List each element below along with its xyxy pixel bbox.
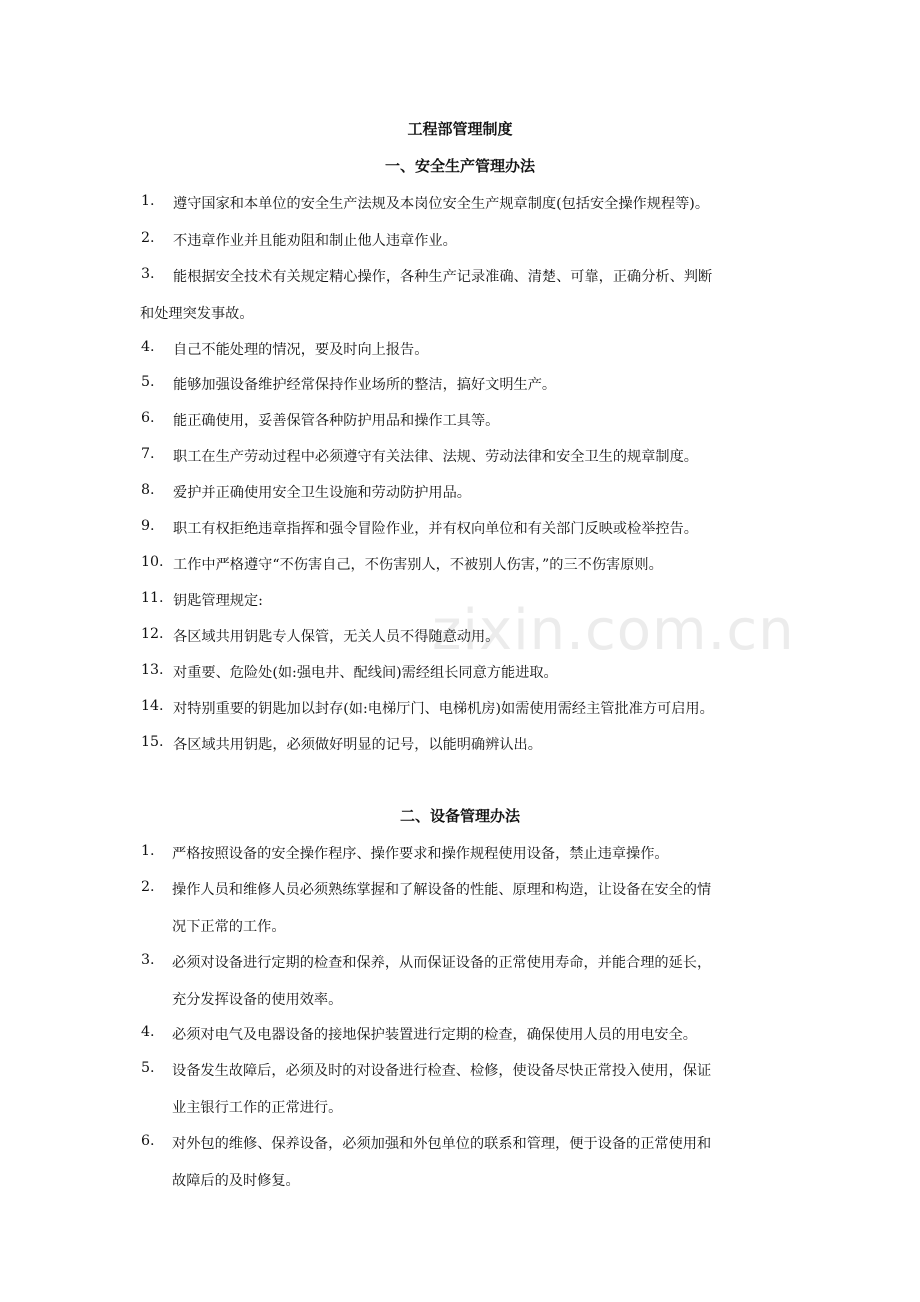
section-heading: 二、设备管理办法	[399, 807, 520, 825]
item-number: 7.	[141, 446, 155, 462]
item-number: 9.	[141, 518, 155, 534]
item-number: 4.	[141, 339, 155, 355]
item-text: 遵守国家和本单位的安全生产法规及本岗位安全生产规章制度(包括安全操作规程等)。	[173, 196, 710, 212]
section-heading: 一、安全生产管理办法	[384, 157, 535, 175]
item-number: 3.	[141, 952, 155, 968]
item-text: 能根据安全技术有关规定精心操作，各种生产记录准确、清楚、可靠，正确分析、判断	[173, 269, 713, 285]
item-number: 15.	[141, 734, 164, 750]
item-text: 工作中严格遵守“不伤害自己，不伤害别人，不被别人伤害，”的三不伤害原则。	[173, 557, 663, 573]
item-text-continued: 况下正常的工作。	[172, 919, 286, 935]
item-text-continued: 充分发挥设备的使用效率。	[172, 992, 343, 1008]
item-text: 能够加强设备维护经常保持作业场所的整洁，搞好文明生产。	[173, 377, 557, 393]
item-number: 4.	[141, 1024, 155, 1040]
item-text: 操作人员和维修人员必须熟练掌握和了解设备的性能、原理和构造，让设备在安全的情	[172, 882, 712, 898]
item-text: 严格按照设备的安全操作程序、操作要求和操作规程使用设备，禁止违章操作。	[172, 846, 669, 862]
item-number: 6.	[141, 1133, 155, 1149]
item-number: 10.	[141, 554, 164, 570]
item-number: 1.	[141, 843, 155, 859]
item-number: 2.	[141, 230, 155, 246]
item-number: 3.	[141, 266, 155, 282]
item-text: 钥匙管理规定:	[173, 593, 263, 609]
item-number: 5.	[141, 1060, 155, 1076]
item-text-continued: 业主银行工作的正常进行。	[172, 1100, 343, 1116]
item-text: 必须对设备进行定期的检查和保养，从而保证设备的正常使用寿命，并能合理的延长，	[172, 955, 712, 971]
item-number: 1.	[141, 193, 155, 209]
item-text: 能正确使用，妥善保管各种防护用品和操作工具等。	[173, 413, 500, 429]
item-text: 职工在生产劳动过程中必须遵守有关法律、法规、劳动法律和安全卫生的规章制度。	[173, 449, 698, 465]
item-text: 爱护并正确使用安全卫生设施和劳动防护用品。	[173, 485, 471, 501]
item-number: 5.	[141, 374, 155, 390]
item-number: 6.	[141, 410, 155, 426]
item-number: 2.	[141, 879, 155, 895]
document-title: 工程部管理制度	[407, 120, 513, 138]
item-text: 对特别重要的钥匙加以封存(如:电梯厅门、电梯机房)如需使用需经主管批准方可启用。	[173, 701, 714, 717]
item-number: 12.	[141, 626, 164, 642]
item-number: 8.	[141, 482, 155, 498]
item-text: 各区域共用钥匙，必须做好明显的记号，以能明确辨认出。	[173, 737, 542, 753]
item-text: 设备发生故障后，必须及时的对设备进行检查、检修，使设备尽快正常投入使用，保证	[172, 1063, 712, 1079]
item-number: 13.	[141, 662, 164, 678]
watermark: zixin.com.cn	[432, 598, 795, 663]
item-text: 各区域共用钥匙专人保管，无关人员不得随意动用。	[173, 629, 500, 645]
item-text: 职工有权拒绝违章指挥和强令冒险作业，并有权向单位和有关部门反映或检举控告。	[173, 521, 698, 537]
item-text: 对重要、危险处(如:强电井、配线间)需经组长同意方能进取。	[173, 665, 558, 681]
item-text-continued: 和处理突发事故。	[140, 306, 254, 322]
item-number: 11.	[141, 590, 164, 606]
item-text: 不违章作业并且能劝阻和制止他人违章作业。	[173, 233, 457, 249]
item-text-continued: 故障后的及时修复。	[172, 1173, 300, 1189]
item-text: 自己不能处理的情况，要及时向上报告。	[173, 342, 429, 358]
item-text: 对外包的维修、保养设备，必须加强和外包单位的联系和管理，便于设备的正常使用和	[172, 1136, 712, 1152]
item-text: 必须对电气及电器设备的接地保护装置进行定期的检查，确保使用人员的用电安全。	[172, 1027, 697, 1043]
item-number: 14.	[141, 698, 164, 714]
